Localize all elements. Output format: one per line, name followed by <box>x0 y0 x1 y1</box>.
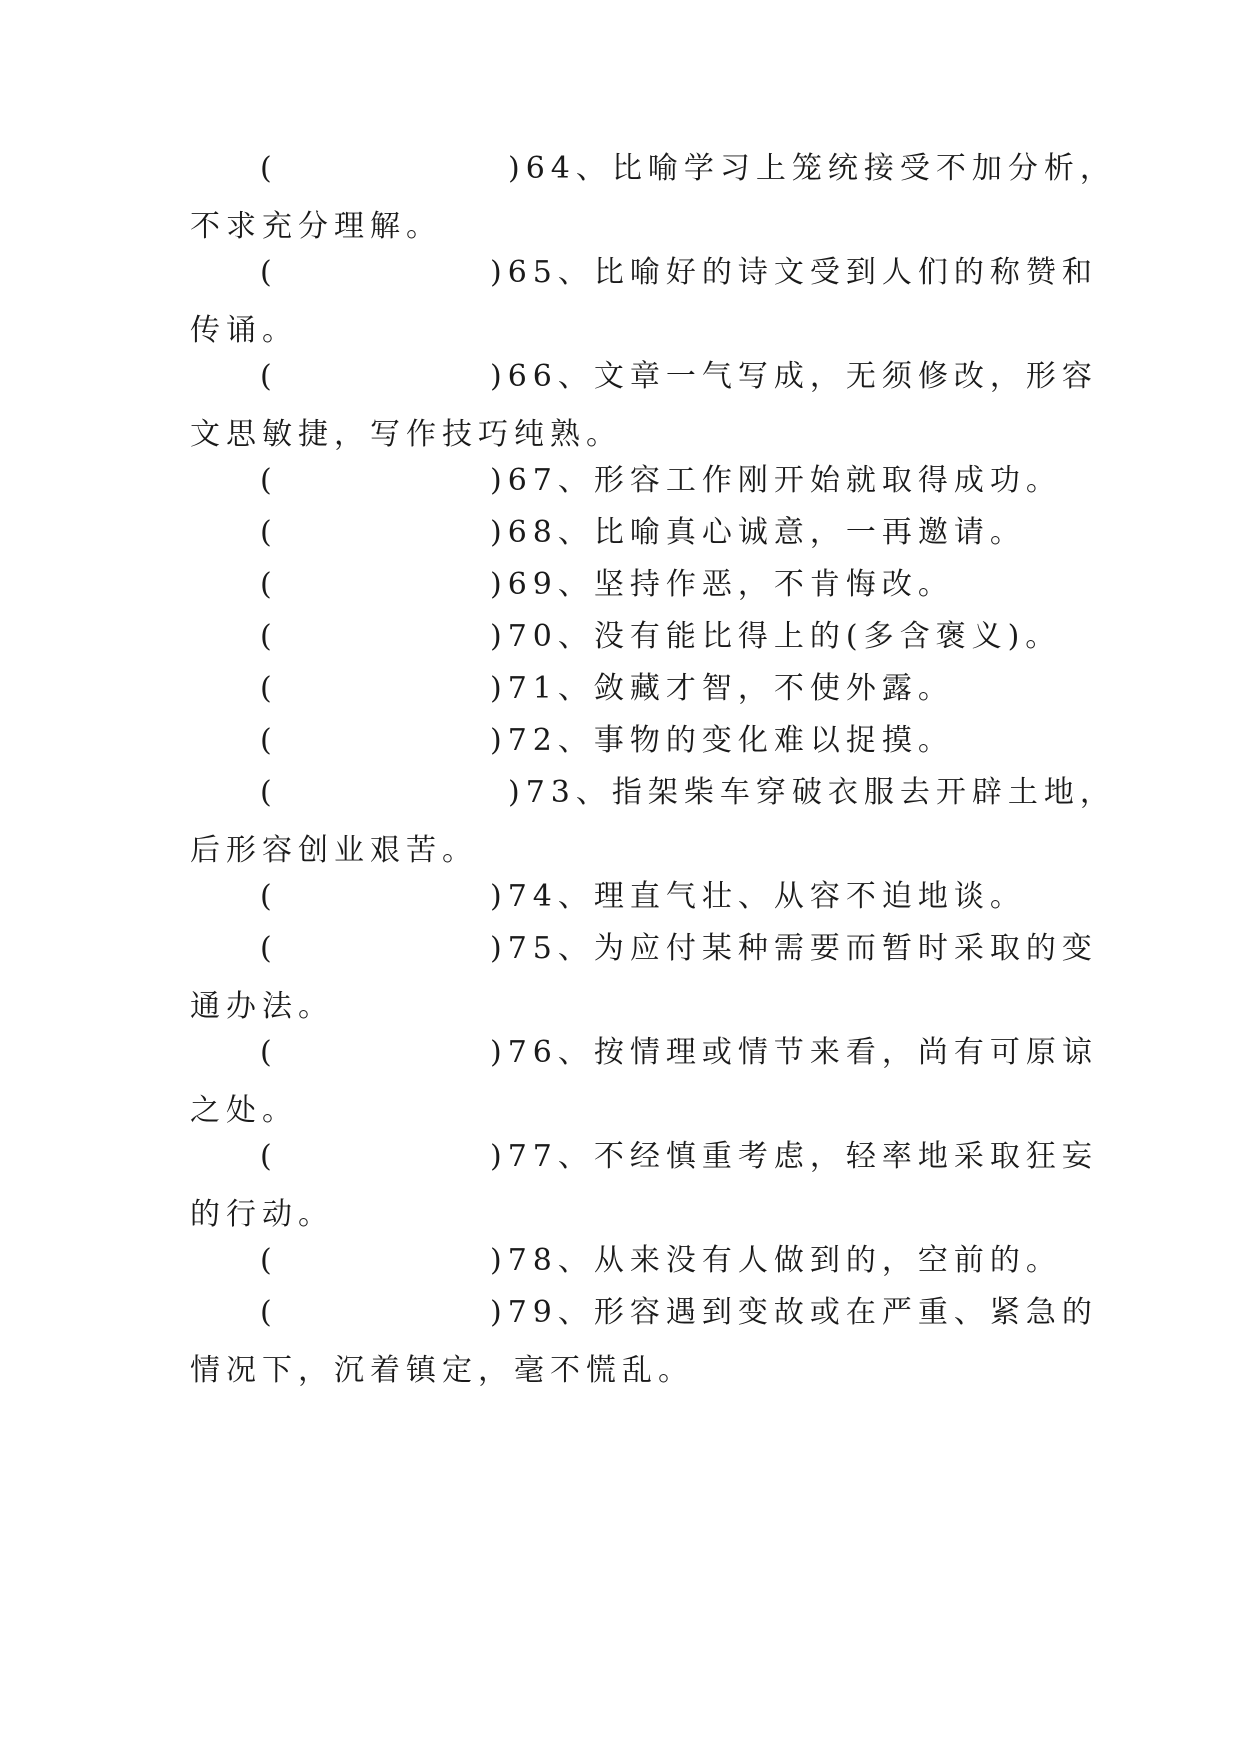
question-70 <box>190 608 1060 666</box>
question-74 <box>190 868 1060 926</box>
answer-blank-open: ( <box>260 515 278 550</box>
question-text: )71、敛藏才智，不使外露。 <box>490 671 954 706</box>
answer-blank-open: ( <box>260 1139 278 1174</box>
question-71 <box>190 660 1060 718</box>
question-78 <box>190 1232 1060 1290</box>
question-text-continued: 不求充分理解。 <box>190 209 442 244</box>
answer-blank-open: ( <box>260 359 278 394</box>
question-text: )73、指架柴车穿破衣服去开辟土地， <box>508 775 1116 810</box>
question-text: )69、坚持作恶，不肯悔改。 <box>490 567 954 602</box>
question-text-continued: 的行动。 <box>190 1197 334 1232</box>
answer-blank-open: ( <box>260 1295 278 1330</box>
question-text-continued: 之处。 <box>190 1093 298 1128</box>
question-text-continued: 后形容创业艰苦。 <box>190 833 478 868</box>
question-text: )67、形容工作刚开始就取得成功。 <box>490 463 1062 498</box>
question-64 <box>190 140 1116 256</box>
question-text-continued: 传诵。 <box>190 313 298 348</box>
question-text: )70、没有能比得上的(多含褒义)。 <box>490 619 1062 654</box>
question-75 <box>190 920 1098 1036</box>
answer-blank-open: ( <box>260 1035 278 1070</box>
question-72 <box>190 712 1060 770</box>
question-text: )66、文章一气写成，无须修改，形容 <box>490 359 1098 394</box>
question-76 <box>190 1024 1098 1140</box>
question-text: )65、比喻好的诗文受到人们的称赞和 <box>490 255 1098 290</box>
question-text: )72、事物的变化难以捉摸。 <box>490 723 954 758</box>
question-text: )75、为应付某种需要而暂时采取的变 <box>490 931 1098 966</box>
answer-blank-open: ( <box>260 723 278 758</box>
answer-blank-open: ( <box>260 775 278 810</box>
question-text: )68、比喻真心诚意，一再邀请。 <box>490 515 1026 550</box>
question-text: )74、理直气壮、从容不迫地谈。 <box>490 879 1026 914</box>
answer-blank-open: ( <box>260 931 278 966</box>
question-77 <box>190 1128 1098 1244</box>
question-text: )79、形容遇到变故或在严重、紧急的 <box>490 1295 1098 1330</box>
question-79 <box>190 1284 1098 1400</box>
question-text: )77、不经慎重考虑，轻率地采取狂妄 <box>490 1139 1098 1174</box>
question-66 <box>190 348 1098 464</box>
question-73 <box>190 764 1116 880</box>
question-text-continued: 文思敏捷，写作技巧纯熟。 <box>190 417 622 452</box>
answer-blank-open: ( <box>260 619 278 654</box>
question-text: )78、从来没有人做到的，空前的。 <box>490 1243 1062 1278</box>
question-text: )76、按情理或情节来看，尚有可原谅 <box>490 1035 1098 1070</box>
answer-blank-open: ( <box>260 567 278 602</box>
answer-blank-open: ( <box>260 879 278 914</box>
question-text-continued: 情况下，沉着镇定，毫不慌乱。 <box>190 1353 694 1388</box>
answer-blank-open: ( <box>260 1243 278 1278</box>
question-67 <box>190 452 1060 510</box>
question-text-continued: 通办法。 <box>190 989 334 1024</box>
answer-blank-open: ( <box>260 151 278 186</box>
question-text: )64、比喻学习上笼统接受不加分析， <box>508 151 1116 186</box>
answer-blank-open: ( <box>260 671 278 706</box>
answer-blank-open: ( <box>260 255 278 290</box>
question-68 <box>190 504 1060 562</box>
answer-blank-open: ( <box>260 463 278 498</box>
question-69 <box>190 556 1060 614</box>
question-65 <box>190 244 1098 360</box>
